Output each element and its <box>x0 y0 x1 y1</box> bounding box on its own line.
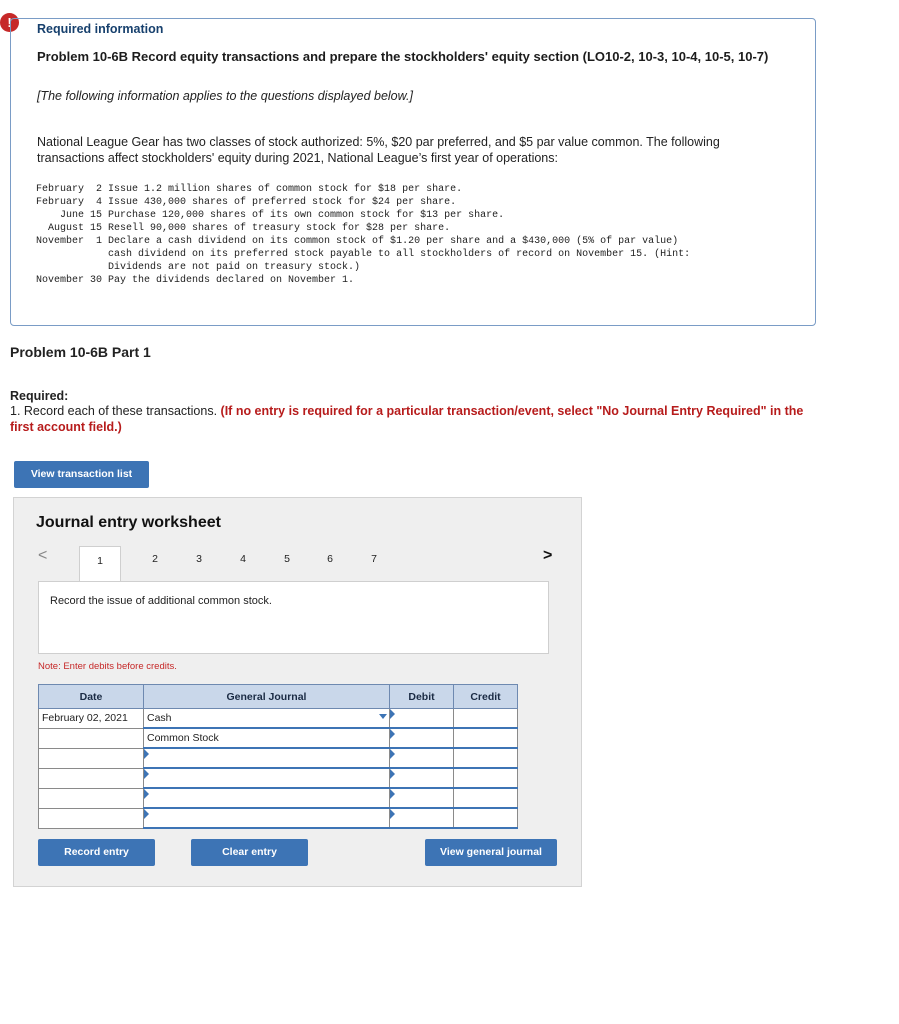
alert-icon: ! <box>0 13 19 32</box>
account-select[interactable] <box>144 808 390 828</box>
transaction-desc: Pay the dividends declared on November 1. <box>108 275 355 286</box>
account-value: Common Stock <box>147 732 219 744</box>
tab-3[interactable]: 3 <box>196 553 202 565</box>
date-cell: February 02, 2021 <box>39 709 144 729</box>
view-general-journal-button[interactable]: View general journal <box>425 839 557 866</box>
table-header <box>39 685 518 709</box>
required-info-heading: Required information <box>37 22 164 36</box>
tab-6[interactable]: 6 <box>327 553 333 565</box>
transaction-date: June 15 <box>60 210 103 221</box>
date-header: Date <box>39 685 144 709</box>
transaction-row <box>36 196 690 209</box>
transaction-date: November 30 <box>36 275 103 286</box>
credit-input[interactable] <box>454 728 518 748</box>
part-title: Problem 10-6B Part 1 <box>10 344 151 360</box>
input-marker-icon <box>390 749 395 759</box>
table-row <box>39 808 518 828</box>
transaction-desc: Issue 1.2 million shares of common stock for $18 per share. <box>108 184 463 195</box>
worksheet-title: Journal entry worksheet <box>36 514 221 531</box>
date-cell <box>39 788 144 808</box>
debit-input[interactable] <box>390 808 454 828</box>
transaction-date: February 2 <box>36 184 103 195</box>
input-marker-icon <box>144 769 149 779</box>
date-cell <box>39 768 144 788</box>
tab-5[interactable]: 5 <box>284 553 290 565</box>
applies-note: [The following information applies to the questions displayed below.] <box>37 89 413 103</box>
intro-text: National League Gear has two classes of stock authorized: 5%, $20 par preferred, and $5 par value common. The following transactions affect stockholders' equity during 2021, National League’s first year of operations: <box>37 135 720 165</box>
tab-7[interactable]: 7 <box>371 553 377 565</box>
input-marker-icon <box>144 749 149 759</box>
account-select[interactable] <box>144 748 390 768</box>
input-marker-icon <box>390 769 395 779</box>
debit-header: Debit <box>390 685 454 709</box>
credit-input[interactable] <box>454 709 518 729</box>
credit-input[interactable] <box>454 788 518 808</box>
tab-1[interactable]: 1 <box>79 546 121 582</box>
clear-entry-button[interactable]: Clear entry <box>191 839 308 866</box>
transaction-row <box>36 209 690 222</box>
date-cell <box>39 728 144 748</box>
transaction-row <box>36 274 690 287</box>
input-marker-icon <box>390 709 395 719</box>
date-cell <box>39 808 144 828</box>
input-marker-icon <box>144 789 149 799</box>
transaction-date: August 15 <box>48 223 103 234</box>
debit-input[interactable] <box>390 748 454 768</box>
transaction-desc: Issue 430,000 shares of preferred stock for $24 per share. <box>108 197 457 208</box>
credit-input[interactable] <box>454 808 518 828</box>
transaction-desc: Resell 90,000 shares of treasury stock for $28 per share. <box>108 223 451 234</box>
credit-input[interactable] <box>454 748 518 768</box>
transactions-table <box>36 183 690 287</box>
transaction-row <box>36 183 690 196</box>
input-marker-icon <box>390 809 395 819</box>
table-row <box>39 709 518 729</box>
table-row <box>39 748 518 768</box>
transaction-row <box>36 222 690 235</box>
account-value: Cash <box>147 712 172 724</box>
transaction-desc: Purchase 120,000 shares of its own common stock for $13 per share. <box>108 210 505 221</box>
debit-credit-note: Note: Enter debits before credits. <box>38 661 177 672</box>
prompt-box <box>38 581 549 654</box>
account-select[interactable] <box>144 709 390 729</box>
transaction-date: November 1 <box>36 236 103 247</box>
credit-header: Credit <box>454 685 518 709</box>
account-select[interactable] <box>144 728 390 748</box>
date-cell <box>39 748 144 768</box>
instruction <box>10 404 825 435</box>
dropdown-arrow-icon[interactable] <box>379 714 387 719</box>
required-label: Required: <box>10 389 69 403</box>
debit-input[interactable] <box>390 768 454 788</box>
debit-input[interactable] <box>390 728 454 748</box>
credit-input[interactable] <box>454 768 518 788</box>
tab-2[interactable]: 2 <box>152 553 158 565</box>
debit-input[interactable] <box>390 788 454 808</box>
view-transaction-list-button[interactable]: View transaction list <box>14 461 149 488</box>
account-select[interactable] <box>144 768 390 788</box>
debit-input[interactable] <box>390 709 454 729</box>
table-row <box>39 728 518 748</box>
prompt-text: Record the issue of additional common stock. <box>50 595 272 607</box>
instruction-warning: (If no entry is required for a particular transaction/event, select "No Journal Entry Required" in the first account field.) <box>10 404 804 434</box>
transaction-date: February 4 <box>36 197 103 208</box>
problem-title: Problem 10-6B Record equity transactions and prepare the stockholders' equity section (LO10-2, 10-3, 10-4, 10-5, 10-7) <box>37 49 769 64</box>
previous-arrow-icon[interactable]: < <box>38 547 48 564</box>
next-arrow-icon[interactable]: > <box>543 547 553 564</box>
input-marker-icon <box>144 809 149 819</box>
transaction-row <box>36 235 690 274</box>
journal-entry-table <box>38 684 518 829</box>
input-marker-icon <box>390 789 395 799</box>
account-select[interactable] <box>144 788 390 808</box>
instruction-plain: 1. Record each of these transactions. <box>10 404 221 418</box>
record-entry-button[interactable]: Record entry <box>38 839 155 866</box>
transaction-desc: Declare a cash dividend on its common stock of $1.20 per share and a $430,000 (5% of par value) cash dividend on its preferred stock payable to all stockholders of record on November 15. (Hint: Dividends are not paid on treasury stock.) <box>108 236 691 273</box>
input-marker-icon <box>390 729 395 739</box>
general-journal-header: General Journal <box>144 685 390 709</box>
table-row <box>39 788 518 808</box>
table-row <box>39 768 518 788</box>
tab-4[interactable]: 4 <box>240 553 246 565</box>
